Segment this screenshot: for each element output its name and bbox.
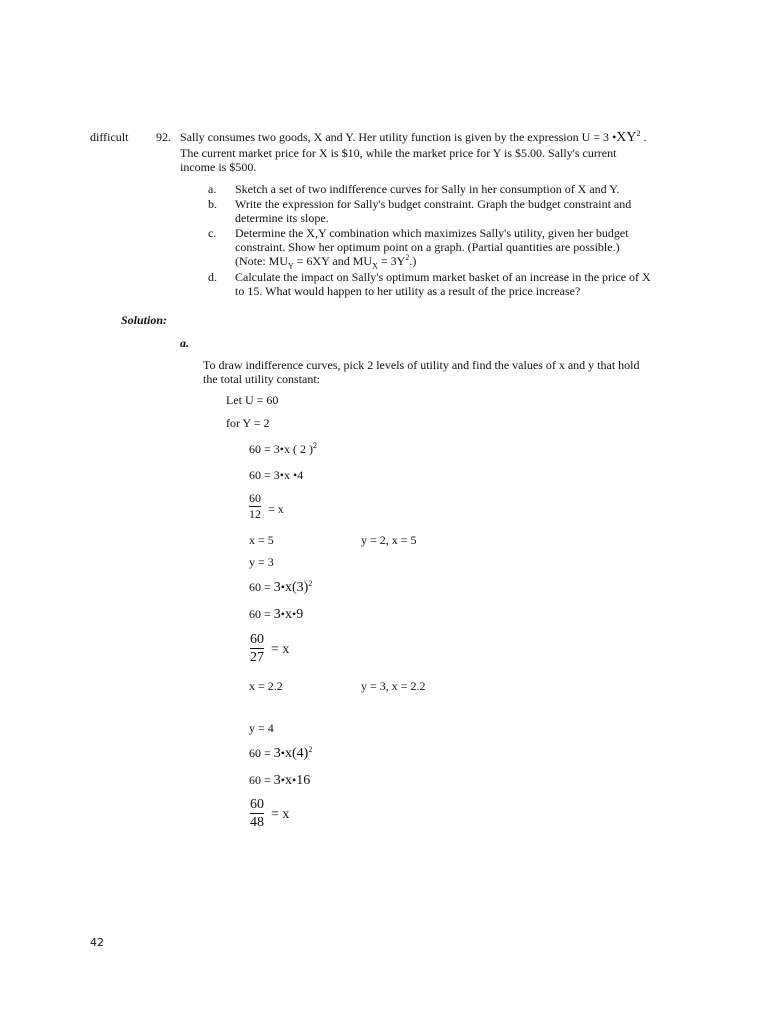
part-c-line-2: constraint. Show her optimum point on a graph. (Partial quantities are possible.) [235,240,620,254]
part-c-label: c. [208,226,217,240]
question-intro-line-1: Sally consumes two goods, X and Y. Her utility function is given by the expression U = 3 $•XY^2$ . [180,129,647,145]
fraction-bar [250,648,264,649]
bullet-symbol: • [279,442,284,456]
part-b-label: b. [208,197,217,211]
y2-pair: y = 2, x = 5 [361,533,417,547]
bullet-symbol: • [280,773,285,787]
part-b-line-2: determine its slope. [235,211,329,225]
solution-intro-line-2: the total utility constant: [203,372,320,386]
y4-fraction-denominator: 48 [250,815,264,830]
bullet-symbol: • [280,580,285,594]
y4-equation-1: $60 = 3•x(4)^2$ [249,745,313,761]
y2-fraction-rhs: = x [268,502,284,516]
y4-fraction-numerator: 60 [250,797,264,812]
bullet-symbol: • [280,607,285,621]
y2-equation-2: 60 = 3•x •4 [249,468,304,482]
y2-fraction-denominator: 12 [249,507,261,521]
question-number: 92. [156,130,171,144]
y4-label: y = 4 [249,721,274,735]
part-b-line-1: Write the expression for Sally's budget constraint. Graph the budget constraint and [235,197,632,211]
y3-label: y = 3 [249,555,274,569]
difficulty-label: difficult [90,130,129,144]
y2-result: x = 5 [249,533,274,547]
question-intro-line-3: income is $500. [180,160,257,174]
bullet-symbol: • [280,746,285,760]
solution-part-label: a. [180,336,189,350]
for-y-line: for Y = 2 [226,416,270,430]
y3-result: x = 2.2 [249,679,283,693]
bullet-symbol: • [292,468,298,482]
y3-equation-2: 60 = 3•x•9 [249,607,304,622]
bullet-symbol: • [291,773,297,787]
part-c-note: (Note: $MU_Y = 6XY$ and $MU_X = 3Y^2$.) [235,253,417,271]
fraction-bar [250,813,264,814]
bullet-symbol: • [612,130,617,144]
bullet-symbol: • [291,607,297,621]
question-intro-line-2: The current market price for X is $10, while the market price for Y is $5.00. Sally's current [180,146,617,160]
part-d-label: d. [208,270,217,284]
y2-fraction [249,492,261,521]
y3-equation-1: $60 = 3•x(3)^2$ [249,579,313,595]
y4-equation-2: 60 = 3•x•16 [249,773,311,788]
y3-pair: y = 3, x = 2.2 [361,679,426,693]
y2-fraction-numerator: 60 [249,491,261,505]
page-number: 42 [90,936,104,949]
part-d-line-1: Calculate the impact on Sally's optimum market basket of an increase in the price of X [235,270,651,284]
part-a-label: a. [208,182,217,196]
y3-fraction-denominator: 27 [250,650,264,665]
solution-intro-line-1: To draw indifference curves, pick 2 levels of utility and find the values of x and y that hold [203,358,640,372]
solution-heading: Solution: [121,313,168,327]
y2-equation-1: 60 = 3•x ( 2 )$^2$ [249,441,317,456]
let-u-line: Let U = 60 [226,393,279,407]
y3-fraction [250,632,264,665]
y4-fraction-rhs: = x [271,807,290,822]
y3-fraction-numerator: 60 [250,632,264,647]
part-c-line-1: Determine the X,Y combination which maximizes Sally's utility, given her budget [235,226,629,240]
bullet-symbol: • [279,468,284,482]
part-d-line-2: to 15. What would happen to her utility as a result of the price increase? [235,284,581,298]
y4-fraction [250,797,264,830]
y3-fraction-rhs: = x [271,642,290,657]
part-a-line-1: Sketch a set of two indifference curves for Sally in her consumption of X and Y. [235,182,620,196]
